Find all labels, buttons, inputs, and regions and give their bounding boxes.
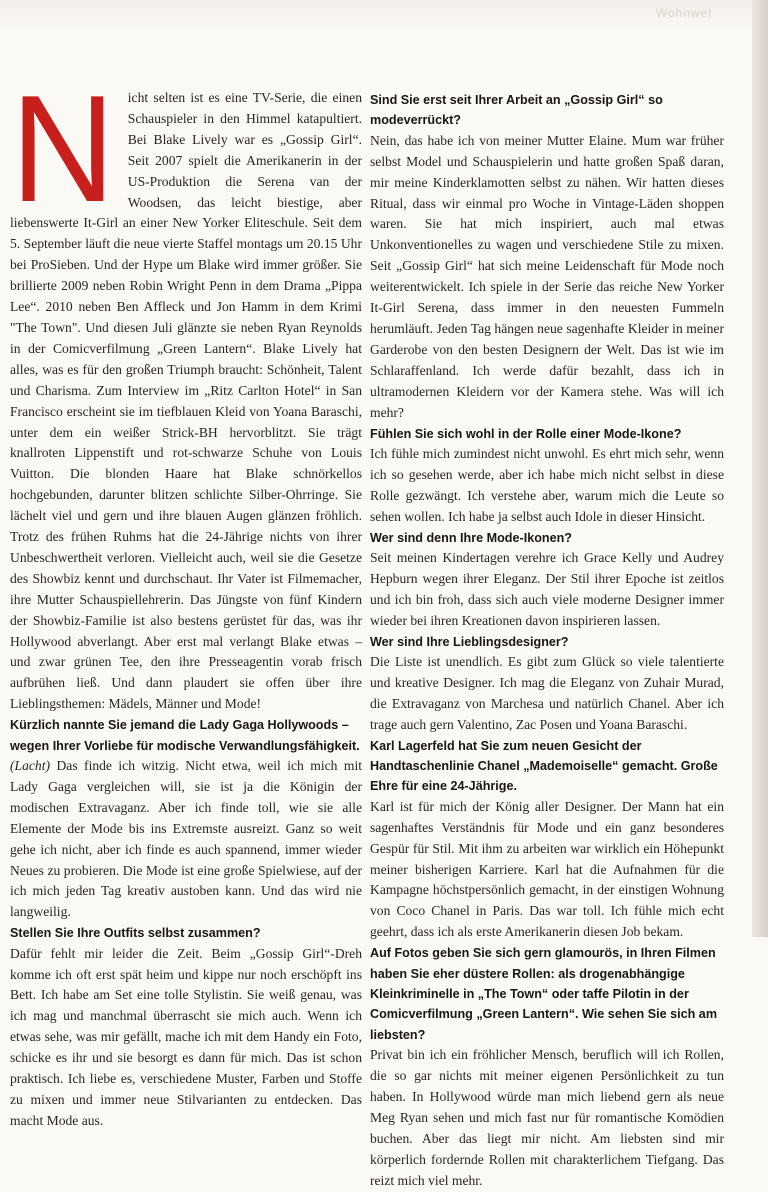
page-edge <box>752 0 768 937</box>
question-lady-gaga: Kürzlich nannte Sie jemand die Lady Gaga Hollywoods – wegen Ihrer Vorliebe für modische Verwandlungsfähigkeit. <box>10 718 360 753</box>
answer-lady-gaga <box>10 756 362 923</box>
section-mark: Wohnwel <box>655 6 712 20</box>
answer-outfits: Dafür fehlt mir leider die Zeit. Beim „Gossip Girl“-Dreh komme ich oft erst spät heim und kippe nur noch erschöpft ins Bett. Ich habe am Set eine tolle Stylistin. Sie weiß genau, was ich mag und manchmal überrascht sie mich auch. Wenn ich etwas sehe, was mir gefällt, mache ich mit dem Handy ein Foto, schicke es ihr und sie besorgt es dann für mich. Das ist schon praktisch. Ich liebe es, verschiedene Muster, Farben und Stoffe zu mixen und immer neue Stilvarianten zu entdecken. Das macht Mode aus. <box>10 945 362 1128</box>
answer-mode-ikonen: Seit meinen Kindertagen verehre ich Grace Kelly und Audrey Hepburn wegen ihrer Eleganz. Der Stil ihrer Epoche ist zeitlos und ich bin froh, dass sich auch viele moderne Designer immer wieder bei ihren Kreationen davon inspirieren lassen. <box>370 549 724 628</box>
left-column <box>10 64 362 1132</box>
answer-lead: (Lacht) <box>10 758 51 773</box>
answer-rollen: Privat bin ich ein fröhlicher Mensch, beruflich will ich Rollen, die so gar nichts mit meiner eigenen Persönlichkeit zu tun haben. In Hollywood würde man mich liebend gern als neue Meg Ryan sehen und mich fast nur für romantische Komödien buchen. Aber das liegt mir nicht. Am liebsten sind mir körperlich fordernde Rollen mit charakterlichem Tiefgang. Das reizt mich viel mehr. <box>370 1047 724 1188</box>
intro-text: icht selten ist es eine TV-Serie, die einen Schauspieler in den Himmel katapultiert. Bei Blake Lively war es „Gossip Girl“. Seit 2007 spielt die Amerikanerin in der US-Produktion die Serena van der Woodsen, das leicht biestige, aber liebenswerte It-Girl an einer New Yorker Eliteschule. Seit dem 5. September läuft die neue vierte Staffel montags um 20.15 Uhr bei ProSieben. Und der Hype um Blake wird immer größer. Sie brillierte 2009 neben Robin Wright Penn in dem Drama „Pippa Lee“. 2010 neben Ben Affleck und Jon Hamm in dem Krimi "The Town". Und diesen Juli glänzte sie neben Ryan Reynolds in der Comicverfilmung „Green Lantern“. Blake Lively hat alles, was es für den großen Triumph braucht: Schönheit, Talent und Charisma. Zum Interview im „Ritz Carlton Hotel“ in San Francisco erscheint sie im tiefblauen Kleid von Yoana Baraschi, unter dem ein weißer Strick-BH hervorblitzt. Sie trägt knallroten Lippenstift und rot-schwarze Schuhe von Louis Vuitton. Die blonden Haare hat Blake schnörkellos hochgebunden, darunter blitzen schlichte Silber-Ohrringe. Sie lächelt viel und gern und ihre blauen Augen glänzen fröhlich. Trotz des frühen Ruhms hat die 24-Jährige nichts von ihrer Unbeschwertheit verloren. Vielleicht auch, weil sie die Gesetze des Showbiz kennt und durchschaut. Ihr Vater ist Filmemacher, ihre Mutter Schauspiellehrerin. Das Jüngste von fünf Kindern der Showbiz-Familie ist also bestens gerüstet für das, was ihr Hollywood abverlangt. Aber erst mal verlangt Blake etwas – und zwar grünen Tee, den ihre Presseagentin vorab frisch aufbrühen ließ. Und dann plaudert sie offen über ihre Lieblingsthemen: Mädels, Männer und Mode! <box>10 90 362 712</box>
question-mode-ikonen: Wer sind denn Ihre Mode-Ikonen? <box>370 530 572 545</box>
answer-modeverrueckt: Nein, das habe ich von meiner Mutter Elaine. Mum war früher selbst Model und Schauspielerin und hatte großen Spaß daran, mir meine Kinderklamotten selbst zu nähen. Wir hatten dieses Ritual, dass wir einmal pro Woche in Vintage-Läden shoppen waren. Sie hat mich inspiriert, auch mal etwas Unkonventionelles zu wagen und verschiedene Stile zu mixen. Seit „Gossip Girl“ hat sich meine Leidenschaft für Mode noch weiterentwickelt. Ich spiele in der Serie das reiche New Yorker It-Girl Serena, dass immer in den neuesten Fummeln herumläuft. Jeden Tag hängen neue sagenhafte Kleider in meiner Garderobe von den besten Designern der Welt. Das ist wie im Schlaraffenland. Ich werde dafür bezahlt, dass ich in ultramodernen Kleidern vor der Kamera stehe. Was will ich mehr? <box>370 132 724 420</box>
dropcap-letter: N <box>10 64 116 234</box>
question-mode-ikone: Fühlen Sie sich wohl in der Rolle einer Mode-Ikone? <box>370 426 682 441</box>
page-header-strip <box>0 0 752 30</box>
right-column <box>370 90 724 1192</box>
question-rollen: Auf Fotos geben Sie sich gern glamourös, in Ihren Filmen haben Sie eher düstere Rollen: als drogenabhängige Kleinkriminelle in „The Town“ oder taffe Pilotin in der Comicverfilmung „Green Lantern“. Wie sehen Sie sich am liebsten? <box>370 946 718 1042</box>
answer-chanel: Karl ist für mich der König aller Designer. Der Mann hat ein sagenhaftes Verständnis für Mode und ein ganz besonderes Gespür für Stil. Mit ihm zu arbeiten war wirklich ein Höhepunkt meiner bisherigen Karriere. Karl hat die Aufnahmen für die Kampagne höchstpersönlich gemacht, in der einstigen Wohnung von Coco Chanel in Paris. Das war toll. Ich fühle mich echt geehrt, dass ich als erste Amerikanerin diesen Job bekam. <box>370 798 724 940</box>
answer-text: Das finde ich witzig. Nicht etwa, weil ich mich mit Lady Gaga vergleichen will, sie ist ja die Königin der modischen Extravaganz. Aber ich finde toll, wie sie alle Elemente der Mode bis ins Extremste ausreizt. Ganz so weit gehe ich nicht, aber ich finde es auch spannend, immer wieder Neues zu probieren. Die Mode ist eine große Spielwiese, auf der ich mich jeden Tag kreativ austoben kann. Und das wird nie langweilig. <box>10 758 362 920</box>
answer-mode-ikone: Ich fühle mich zumindest nicht unwohl. Es ehrt mich sehr, wenn ich so gesehen werde, aber ich habe mich nicht selbst in diese Rolle gezwängt. Ich verstehe aber, warum mich die Leute so sehen wollen. Ich habe ja selbst auch Idole in dieser Hinsicht. <box>370 445 724 524</box>
question-outfits: Stellen Sie Ihre Outfits selbst zusammen? <box>10 926 261 941</box>
intro-paragraph <box>10 64 362 715</box>
question-modeverrueckt: Sind Sie erst seit Ihrer Arbeit an „Gossip Girl“ so modeverrückt? <box>370 93 663 128</box>
answer-lieblingsdesigner: Die Liste ist unendlich. Es gibt zum Glück so viele talentierte und kreative Designer. Ich mag die Eleganz von Zuhair Murad, die Extravaganz von Marchesa und natürlich Chanel. Aber ich trage auch gern Valentino, Zac Posen und Yoana Baraschi. <box>370 653 724 732</box>
question-lieblingsdesigner: Wer sind Ihre Lieblingsdesigner? <box>370 634 569 649</box>
question-chanel: Karl Lagerfeld hat Sie zum neuen Gesicht der Handtaschenlinie Chanel „Mademoiselle“ gemacht. Große Ehre für eine 24-Jährige. <box>370 738 718 794</box>
